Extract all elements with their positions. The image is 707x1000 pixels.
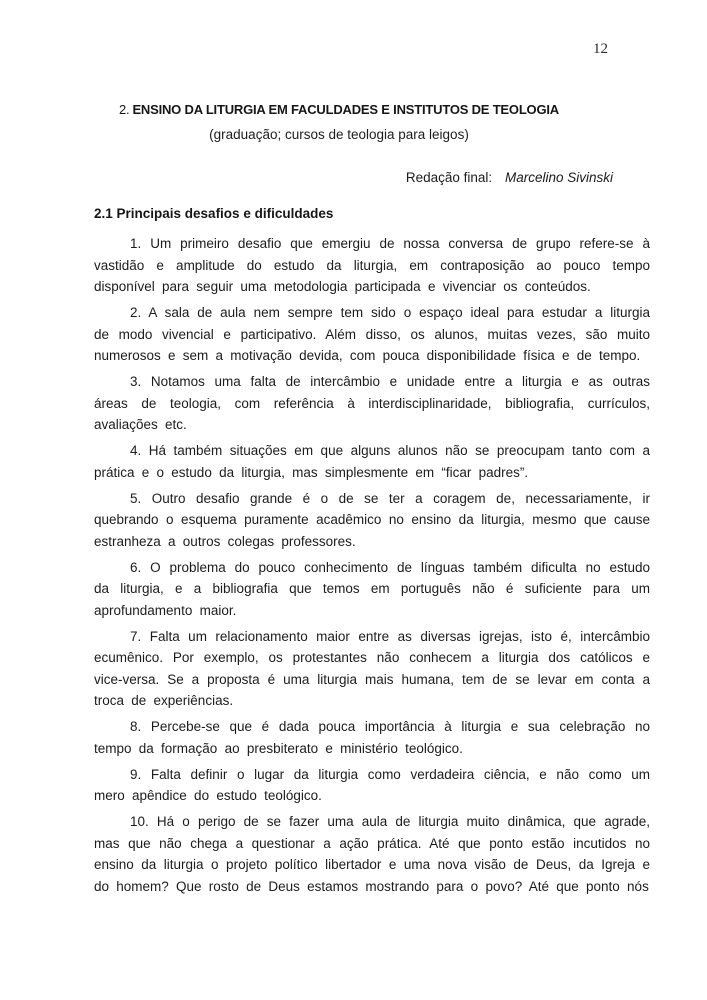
title-block xyxy=(94,100,584,145)
paragraph-10: 10. Há o perigo de se fazer uma aula de liturgia muito dinâmica, que agrade, mas que não chega a questionar a ação prática. Até que ponto estão incutidos no ensino da liturgia o projeto político libertador e uma nova visão de Deus, da Igreja e do homem? Que rosto de Deus estamos mostrando para o povo? Até que ponto nós xyxy=(94,814,650,894)
document-content xyxy=(94,100,650,902)
paragraph-2: 2. A sala de aula nem sempre tem sido o espaço ideal para estudar a liturgia de modo vivencial e participativo. Além disso, os alunos, muitas vezes, são muito numerosos e sem a motivação devida, com pouca disponibilidade física e de tempo. xyxy=(94,305,650,363)
page-number: 12 xyxy=(593,41,608,57)
paragraph-3: 3. Notamos uma falta de intercâmbio e unidade entre a liturgia e as outras áreas de teologia, com referência à interdisciplinaridade, bibliografia, currículos, avaliações etc. xyxy=(94,374,650,432)
chapter-number: 2. xyxy=(119,102,130,117)
paragraph-8: 8. Percebe-se que é dada pouca importância à liturgia e sua celebração no tempo da formação ao presbiterato e ministério teológico. xyxy=(94,719,650,756)
byline-label: Redação final: xyxy=(405,170,493,185)
paragraph-1: 1. Um primeiro desafio que emergiu de nossa conversa de grupo refere-se à vastidão e amplitude do estudo da liturgia, em contraposição ao pouco tempo disponível para seguir uma metodologia participada e vivenciar os conteúdos. xyxy=(94,236,650,294)
paragraph-9: 9. Falta definir o lugar da liturgia como verdadeira ciência, e não como um mero apêndice do estudo teológico. xyxy=(94,766,650,803)
paragraph-6: 6. O problema do pouco conhecimento de línguas também dificulta no estudo da liturgia, e a bibliografia que temos em português não é suficiente para um aprofundamento maior. xyxy=(94,559,650,618)
paragraph-7: 7. Falta um relacionamento maior entre as diversas igrejas, isto é, intercâmbio ecumênico. Por exemplo, os protestantes não conhecem a liturgia dos católicos e vice-versa. Se a proposta é uma liturgia mais humana, tem de se levar em conta a troca de experiências. xyxy=(94,628,650,708)
paragraph-4: 4. Há também situações em que alguns alunos não se preocupam tanto com a prática e o estudo da liturgia, mas simplesmente em “ficar padres”. xyxy=(94,443,650,480)
chapter-title-text: ENSINO DA LITURGIA EM FACULDADES E INSTITUTOS DE TEOLOGIA xyxy=(132,102,559,117)
chapter-title xyxy=(94,100,584,120)
chapter-subtitle: (graduação; cursos de teologia para leigos) xyxy=(209,127,469,142)
paragraph-5: 5. Outro desafio grande é o de se ter a coragem de, necessariamente, ir quebrando o esquema puramente acadêmico no ensino da liturgia, mesmo que cause estranheza a outros colegas professores. xyxy=(94,490,650,549)
section-heading: 2.1 Principais desafios e dificuldades xyxy=(94,206,334,221)
byline xyxy=(94,168,650,188)
byline-author-name: Marcelino Sivinski xyxy=(504,170,613,185)
